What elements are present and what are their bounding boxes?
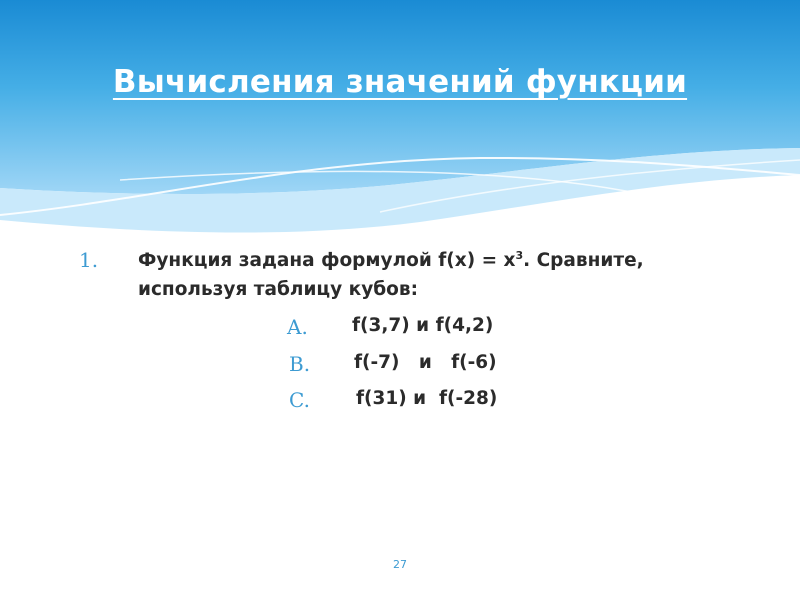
- slide-content: [0, 240, 800, 540]
- list-item-text: f(3,7) и f(4,2): [352, 315, 494, 336]
- slide-title: Вычисления значений функции: [112, 64, 688, 100]
- list-item-text: f(-7) и f(-6): [354, 352, 497, 373]
- list-item-text: f(31) и f(-28): [356, 388, 498, 409]
- list-item-a: [287, 315, 547, 345]
- task-text-after: . Сравните, используя таблицу кубов:: [138, 250, 644, 300]
- list-item-c: [289, 388, 549, 418]
- task-superscript: 3: [515, 248, 524, 262]
- list-item-letter: B.: [289, 352, 311, 376]
- header-background: [0, 0, 800, 240]
- page-number: 27: [393, 558, 407, 571]
- task-text-before: Функция задана формулой f(x) = x: [138, 250, 516, 271]
- list-item-b: [289, 352, 549, 382]
- list-item-letter: C.: [289, 388, 310, 412]
- task-number: 1.: [79, 248, 99, 272]
- list-item-letter: A.: [287, 315, 308, 339]
- task-text: [138, 246, 698, 304]
